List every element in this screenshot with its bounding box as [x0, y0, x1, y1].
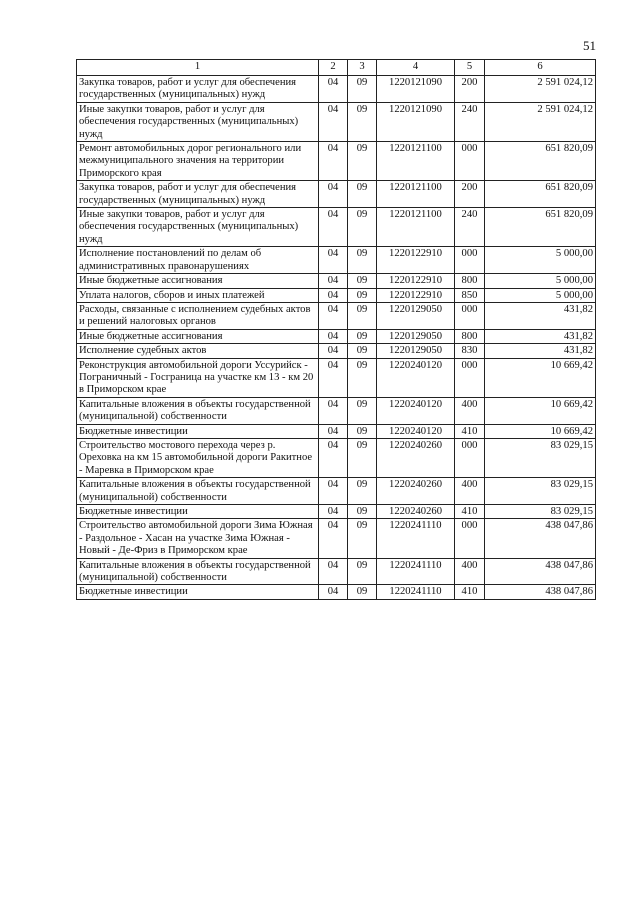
row-section-cell: 04 [319, 102, 348, 141]
row-target-article-cell: 1220121100 [377, 208, 455, 247]
row-section-cell: 04 [319, 288, 348, 302]
table-row [77, 424, 596, 438]
row-section-cell: 04 [319, 142, 348, 181]
row-expense-type-cell: 240 [455, 102, 485, 141]
row-target-article-cell: 1220240120 [377, 397, 455, 424]
row-subsection-cell: 09 [348, 558, 377, 585]
table-row [77, 102, 596, 141]
row-subsection-cell: 09 [348, 478, 377, 505]
row-expense-type-cell: 400 [455, 558, 485, 585]
row-expense-type-cell: 000 [455, 519, 485, 558]
row-subsection-cell: 09 [348, 438, 377, 477]
row-subsection-cell: 09 [348, 344, 377, 358]
row-amount-cell: 5 000,00 [485, 274, 596, 288]
row-name-cell: Иные закупки товаров, работ и услуг для обеспечения государственных (муниципальных) нужд [77, 208, 319, 247]
row-expense-type-cell: 240 [455, 208, 485, 247]
row-target-article-cell: 1220122910 [377, 274, 455, 288]
table-row [77, 397, 596, 424]
row-name-cell: Исполнение постановлений по делам об административных правонарушениях [77, 247, 319, 274]
row-amount-cell: 651 820,09 [485, 208, 596, 247]
row-target-article-cell: 1220241110 [377, 558, 455, 585]
row-subsection-cell: 09 [348, 181, 377, 208]
row-section-cell: 04 [319, 274, 348, 288]
row-subsection-cell: 09 [348, 585, 377, 599]
row-name-cell: Закупка товаров, работ и услуг для обеспечения государственных (муниципальных) нужд [77, 181, 319, 208]
row-subsection-cell: 09 [348, 302, 377, 329]
row-expense-type-cell: 200 [455, 181, 485, 208]
row-name-cell: Капитальные вложения в объекты государственной (муниципальной) собственности [77, 478, 319, 505]
row-expense-type-cell: 800 [455, 329, 485, 343]
row-amount-cell: 438 047,86 [485, 585, 596, 599]
table-row [77, 344, 596, 358]
row-amount-cell: 2 591 024,12 [485, 102, 596, 141]
row-name-cell: Уплата налогов, сборов и иных платежей [77, 288, 319, 302]
row-target-article-cell: 1220241110 [377, 519, 455, 558]
row-subsection-cell: 09 [348, 102, 377, 141]
column-header-amount: 6 [485, 60, 596, 76]
row-target-article-cell: 1220240260 [377, 478, 455, 505]
table-row [77, 558, 596, 585]
row-amount-cell: 651 820,09 [485, 181, 596, 208]
row-expense-type-cell: 000 [455, 142, 485, 181]
column-header-name: 1 [77, 60, 319, 76]
row-target-article-cell: 1220121090 [377, 102, 455, 141]
row-subsection-cell: 09 [348, 397, 377, 424]
row-amount-cell: 431,82 [485, 329, 596, 343]
row-amount-cell: 83 029,15 [485, 505, 596, 519]
row-target-article-cell: 1220240260 [377, 438, 455, 477]
column-header-subsection: 3 [348, 60, 377, 76]
column-header-expense-type: 5 [455, 60, 485, 76]
row-section-cell: 04 [319, 585, 348, 599]
row-target-article-cell: 1220129050 [377, 344, 455, 358]
table-row [77, 478, 596, 505]
row-expense-type-cell: 000 [455, 358, 485, 397]
row-target-article-cell: 1220129050 [377, 329, 455, 343]
row-target-article-cell: 1220121090 [377, 76, 455, 103]
row-name-cell: Ремонт автомобильных дорог регионального или межмуниципального значения на территории Приморского края [77, 142, 319, 181]
row-target-article-cell: 1220241110 [377, 585, 455, 599]
row-amount-cell: 10 669,42 [485, 397, 596, 424]
row-expense-type-cell: 400 [455, 478, 485, 505]
row-target-article-cell: 1220240260 [377, 505, 455, 519]
table-row [77, 208, 596, 247]
table-header-row [77, 60, 596, 76]
row-expense-type-cell: 400 [455, 397, 485, 424]
row-amount-cell: 83 029,15 [485, 478, 596, 505]
row-amount-cell: 431,82 [485, 344, 596, 358]
row-expense-type-cell: 410 [455, 505, 485, 519]
column-header-section: 2 [319, 60, 348, 76]
row-section-cell: 04 [319, 181, 348, 208]
row-name-cell: Иные бюджетные ассигнования [77, 329, 319, 343]
table-body [77, 76, 596, 600]
row-name-cell: Капитальные вложения в объекты государственной (муниципальной) собственности [77, 558, 319, 585]
table-row [77, 247, 596, 274]
row-target-article-cell: 1220122910 [377, 247, 455, 274]
row-section-cell: 04 [319, 329, 348, 343]
table-row [77, 438, 596, 477]
row-section-cell: 04 [319, 519, 348, 558]
row-expense-type-cell: 410 [455, 585, 485, 599]
row-section-cell: 04 [319, 76, 348, 103]
row-amount-cell: 5 000,00 [485, 247, 596, 274]
row-section-cell: 04 [319, 358, 348, 397]
row-target-article-cell: 1220240120 [377, 358, 455, 397]
row-expense-type-cell: 850 [455, 288, 485, 302]
table-row [77, 585, 596, 599]
row-name-cell: Бюджетные инвестиции [77, 505, 319, 519]
row-name-cell: Иные закупки товаров, работ и услуг для обеспечения государственных (муниципальных) нужд [77, 102, 319, 141]
row-amount-cell: 651 820,09 [485, 142, 596, 181]
row-amount-cell: 431,82 [485, 302, 596, 329]
row-amount-cell: 438 047,86 [485, 558, 596, 585]
row-name-cell: Бюджетные инвестиции [77, 424, 319, 438]
table-row [77, 181, 596, 208]
table-row [77, 505, 596, 519]
table-row [77, 274, 596, 288]
row-expense-type-cell: 830 [455, 344, 485, 358]
row-subsection-cell: 09 [348, 424, 377, 438]
row-subsection-cell: 09 [348, 247, 377, 274]
row-subsection-cell: 09 [348, 274, 377, 288]
row-name-cell: Исполнение судебных актов [77, 344, 319, 358]
budget-table [76, 59, 596, 600]
row-amount-cell: 5 000,00 [485, 288, 596, 302]
row-subsection-cell: 09 [348, 76, 377, 103]
row-amount-cell: 438 047,86 [485, 519, 596, 558]
row-expense-type-cell: 000 [455, 302, 485, 329]
row-amount-cell: 83 029,15 [485, 438, 596, 477]
table-row [77, 142, 596, 181]
table-row [77, 519, 596, 558]
table-row [77, 302, 596, 329]
row-subsection-cell: 09 [348, 208, 377, 247]
row-name-cell: Строительство мостового перехода через р. Ореховка на км 15 автомобильной дороги Ракитное - Маревка в Приморском крае [77, 438, 319, 477]
table-row [77, 288, 596, 302]
row-section-cell: 04 [319, 478, 348, 505]
row-section-cell: 04 [319, 344, 348, 358]
row-name-cell: Реконструкция автомобильной дороги Уссурийск - Пограничный - Госграница на участке км 13 - км 20 в Приморском крае [77, 358, 319, 397]
column-header-target-article: 4 [377, 60, 455, 76]
row-subsection-cell: 09 [348, 329, 377, 343]
table-row [77, 329, 596, 343]
row-target-article-cell: 1220121100 [377, 181, 455, 208]
row-section-cell: 04 [319, 302, 348, 329]
row-section-cell: 04 [319, 247, 348, 274]
row-section-cell: 04 [319, 438, 348, 477]
row-section-cell: 04 [319, 505, 348, 519]
row-name-cell: Капитальные вложения в объекты государственной (муниципальной) собственности [77, 397, 319, 424]
row-subsection-cell: 09 [348, 505, 377, 519]
row-expense-type-cell: 000 [455, 247, 485, 274]
row-expense-type-cell: 200 [455, 76, 485, 103]
row-name-cell: Бюджетные инвестиции [77, 585, 319, 599]
row-name-cell: Закупка товаров, работ и услуг для обеспечения государственных (муниципальных) нужд [77, 76, 319, 103]
row-section-cell: 04 [319, 208, 348, 247]
row-amount-cell: 10 669,42 [485, 424, 596, 438]
row-section-cell: 04 [319, 424, 348, 438]
row-name-cell: Иные бюджетные ассигнования [77, 274, 319, 288]
row-subsection-cell: 09 [348, 519, 377, 558]
row-section-cell: 04 [319, 397, 348, 424]
table-row [77, 76, 596, 103]
row-target-article-cell: 1220122910 [377, 288, 455, 302]
row-subsection-cell: 09 [348, 288, 377, 302]
row-name-cell: Расходы, связанные с исполнением судебных актов и решений налоговых органов [77, 302, 319, 329]
row-amount-cell: 2 591 024,12 [485, 76, 596, 103]
row-target-article-cell: 1220129050 [377, 302, 455, 329]
table-row [77, 358, 596, 397]
row-expense-type-cell: 800 [455, 274, 485, 288]
page-number: 51 [583, 38, 596, 53]
row-expense-type-cell: 000 [455, 438, 485, 477]
row-amount-cell: 10 669,42 [485, 358, 596, 397]
row-target-article-cell: 1220121100 [377, 142, 455, 181]
row-subsection-cell: 09 [348, 358, 377, 397]
row-subsection-cell: 09 [348, 142, 377, 181]
row-section-cell: 04 [319, 558, 348, 585]
row-name-cell: Строительство автомобильной дороги Зима Южная - Раздольное - Хасан на участке Зима Южная - Новый - Де-Фриз в Приморском крае [77, 519, 319, 558]
row-expense-type-cell: 410 [455, 424, 485, 438]
row-target-article-cell: 1220240120 [377, 424, 455, 438]
